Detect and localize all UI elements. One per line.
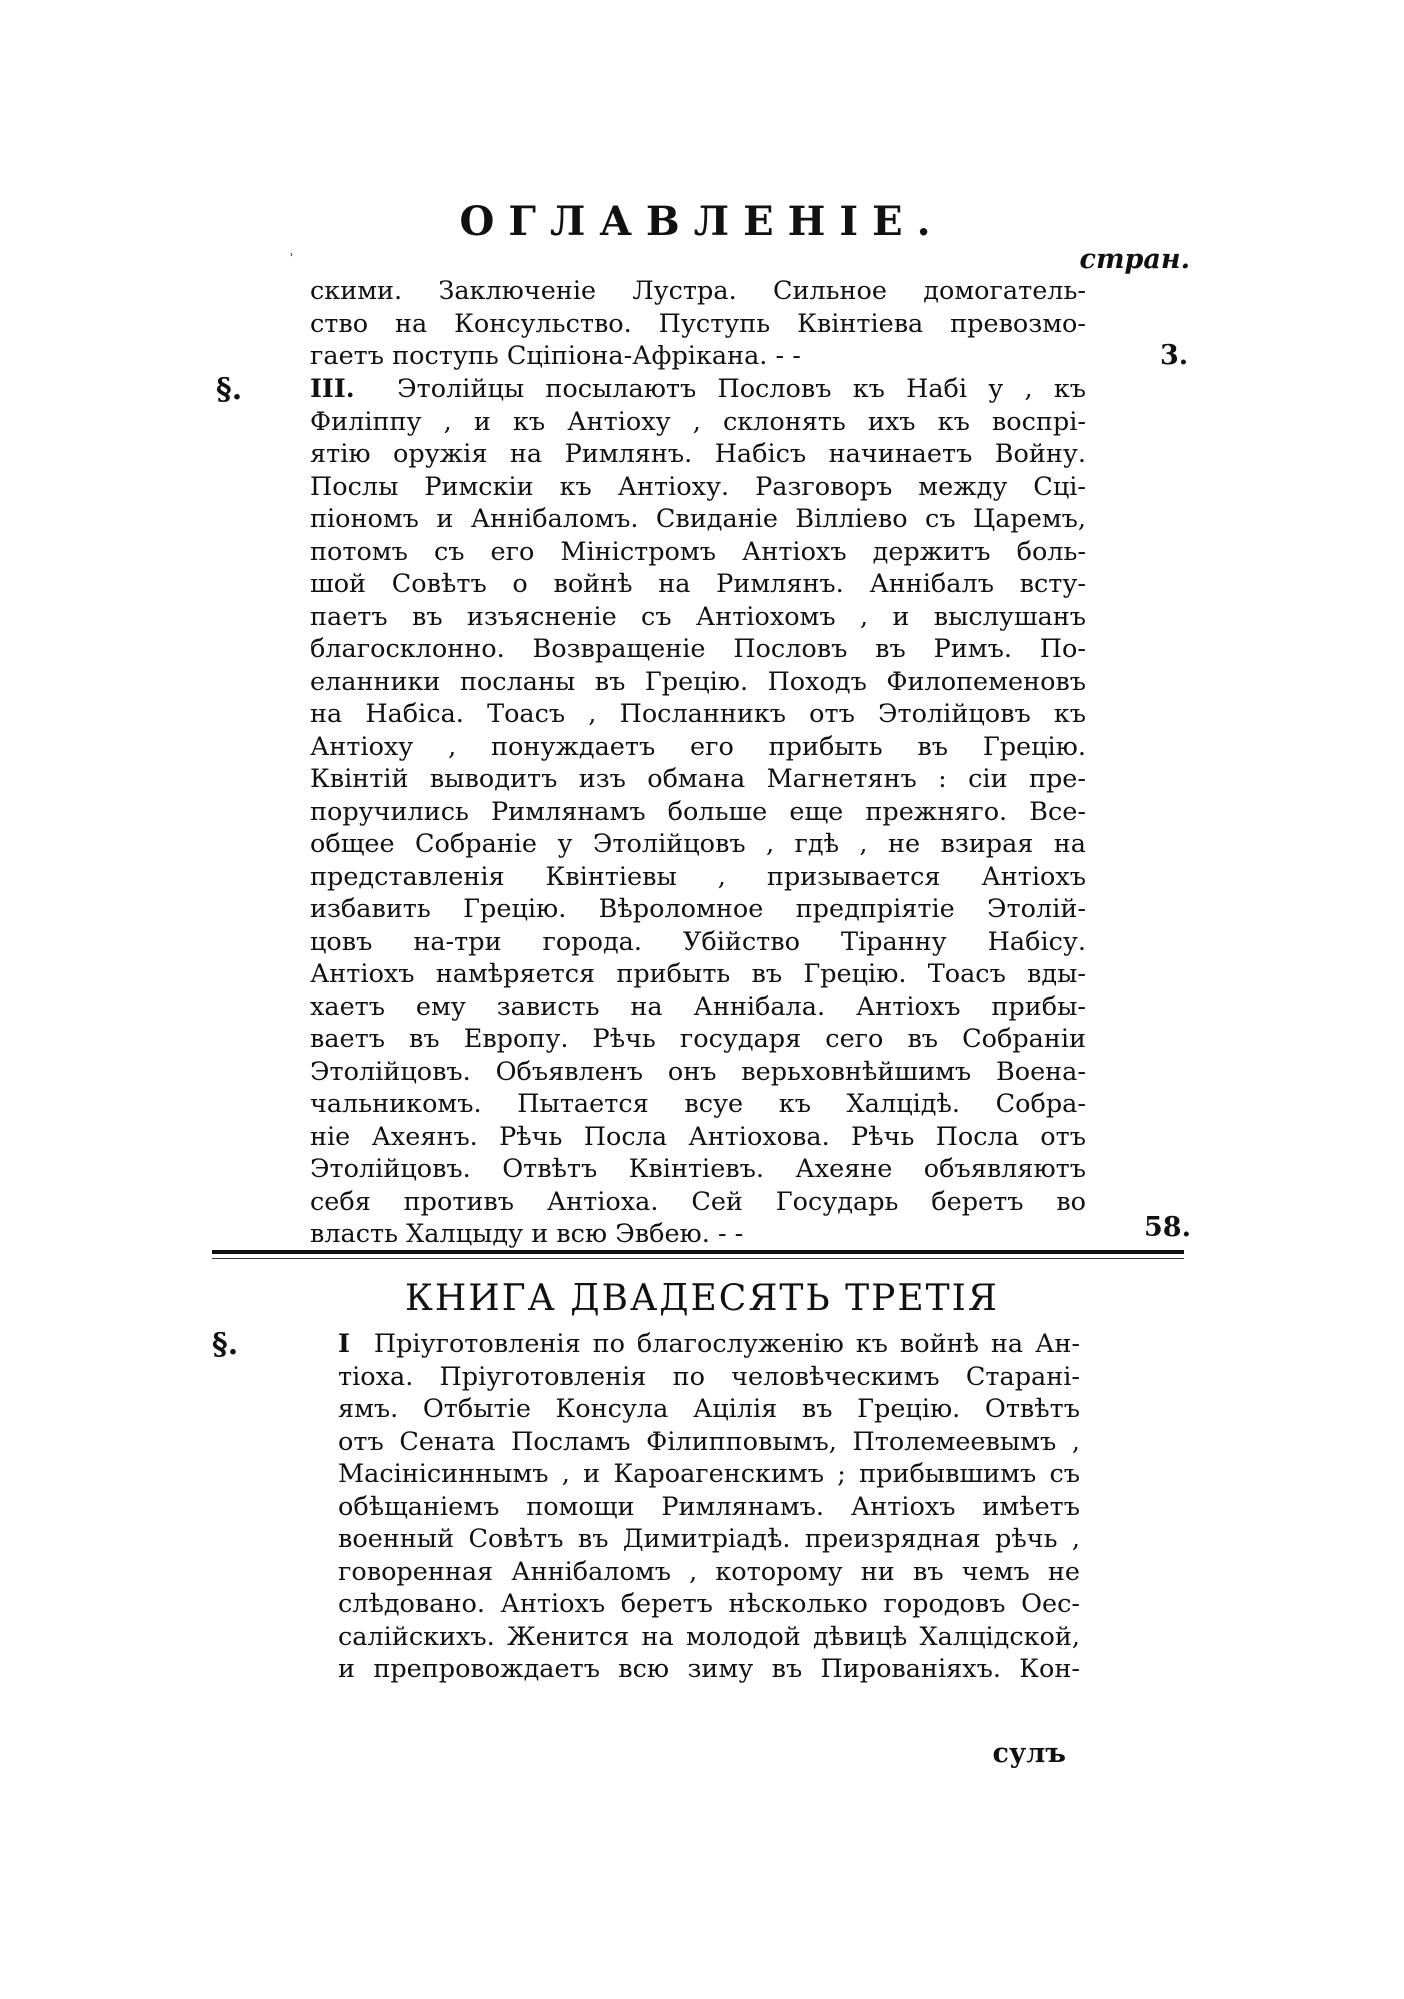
text-line: Масінісиннымъ , и Кароагенскимъ ; прибывшимъ съ [338, 1459, 1080, 1489]
section-i-text [338, 1328, 1080, 1686]
text-line: отъ Сената Посламъ Філипповымъ, Птолемеевымъ , [338, 1426, 1080, 1457]
divider-rule-thin [212, 1258, 1184, 1259]
text-line: Антіохъ намѣряется прибыть въ Грецію. Тоасъ вды- [310, 959, 1086, 989]
text-line: гаетъ поступь Сціпіона-Афрікана. - - [310, 341, 801, 371]
text-line: представленія Квінтіевы , призывается Антіохъ [310, 861, 1086, 892]
text-line: ямъ. Отбытіе Консула Ацілія въ Грецію. Отвѣтъ [338, 1394, 1080, 1424]
text-line: тіоха. Пріуготовленія по человѣческимъ Старані- [338, 1361, 1080, 1392]
section-mark: §. [212, 1327, 239, 1362]
text-line: Пріуготовленія по благослуженію къ войнѣ на Ан- [373, 1329, 1080, 1359]
text-line: піономъ и Аннібаломъ. Свиданіе Вілліево съ Царемъ, [310, 504, 1086, 534]
page-title: ОГЛАВЛЕНІЕ. [459, 198, 945, 245]
text-line: на Набіса. Тоасъ , Посланникъ отъ Этолійцовъ къ [310, 699, 1086, 729]
section-mark: §. [216, 372, 243, 407]
continuation-text [310, 275, 1086, 373]
text-line: власть Халцыду и всю Эвбею. - - [310, 1219, 744, 1249]
text-line: поручились Римлянамъ больше еще прежняго. Все- [310, 796, 1086, 827]
text-line: избавить Грецію. Вѣроломное предпріятіе Этолій- [310, 894, 1086, 924]
text-line: Послы Римскіи къ Антіоху. Разговоръ между Сці- [310, 471, 1086, 502]
text-line: ваетъ въ Европу. Рѣчь государя сего въ Собраніи [310, 1024, 1086, 1054]
divider-rule [212, 1250, 1184, 1254]
text-line-first [310, 373, 1086, 406]
text-line: Этолійцовъ. Отвѣтъ Квінтіевъ. Ахеяне объявляютъ [310, 1154, 1086, 1184]
text-line: Антіоху , понуждаетъ его прибыть въ Грецію. [310, 731, 1086, 762]
printer-mark: ˒ [290, 248, 294, 262]
text-line: салійскихъ. Женится на молодой дѣвицѣ Халцідской, [338, 1621, 1080, 1652]
section-number: I [338, 1329, 350, 1359]
text-line: ство на Консульство. Пуступь Квінтіева превозмо- [310, 308, 1086, 339]
text-line: цовъ на-три города. Убійство Тіранну Набісу. [310, 926, 1086, 957]
text-line: Этолійцы посылаютъ Пословъ къ Набі у , къ [397, 374, 1086, 404]
text-line: Этолійцовъ. Объявленъ онъ верьховнѣйшимъ Воена- [310, 1056, 1086, 1087]
text-line: себя противъ Антіоха. Сей Государь беретъ во [310, 1186, 1086, 1217]
page-column-label: стран. [1079, 244, 1190, 275]
text-line: Филіппу , и къ Антіоху , склонять ихъ къ воспрі- [310, 406, 1086, 437]
book-title: КНИГА ДВАДЕСЯТЬ ТРЕТІЯ [405, 1278, 999, 1319]
section-iii-text [310, 373, 1086, 1251]
text-line: и препровождаетъ всю зиму въ Пированіяхъ. Кон- [338, 1654, 1080, 1684]
text-line-first [338, 1328, 1080, 1361]
text-line: скими. Заключеніе Лустра. Сильное домогатель- [310, 276, 1086, 306]
page-number-58: 58. [1144, 1212, 1191, 1243]
text-line: хаетъ ему зависть на Аннібала. Антіохъ прибы- [310, 991, 1086, 1022]
text-line: говоренная Аннібаломъ , которому ни въ чемъ не [338, 1556, 1080, 1587]
text-line: паетъ въ изъясненіе съ Антіохомъ , и выслушанъ [310, 601, 1086, 632]
text-line: благосклонно. Возвращеніе Пословъ въ Римъ. По- [310, 634, 1086, 664]
text-line: чальникомъ. Пытается всуе къ Халцідѣ. Собра- [310, 1089, 1086, 1119]
text-line: обѣщаніемъ помощи Римлянамъ. Антіохъ имѣетъ [338, 1491, 1080, 1522]
text-line: еланники посланы въ Грецію. Походъ Филопеменовъ [310, 666, 1086, 697]
text-line: потомъ съ его Міністромъ Антіохъ держитъ боль- [310, 536, 1086, 567]
section-number: III. [310, 374, 355, 404]
text-line: общее Собраніе у Этолійцовъ , гдѣ , не взирая на [310, 829, 1086, 859]
text-line: шой Совѣтъ о войнѣ на Римлянъ. Аннібалъ всту- [310, 569, 1086, 599]
catchword: сулъ [992, 1738, 1066, 1769]
text-line: ятію оружія на Римлянъ. Набісъ начинаетъ Войну. [310, 439, 1086, 469]
text-line: слѣдовано. Антіохъ беретъ нѣсколько городовъ Оес- [338, 1589, 1080, 1619]
page-number-3: 3. [1160, 340, 1189, 371]
text-line: ніе Ахеянъ. Рѣчь Посла Антіохова. Рѣчь Посла отъ [310, 1121, 1086, 1152]
text-line: военный Совѣтъ въ Димитріадѣ. преизрядная рѣчь , [338, 1524, 1080, 1554]
text-line: Квінтій выводитъ изъ обмана Магнетянъ : сіи пре- [310, 764, 1086, 794]
